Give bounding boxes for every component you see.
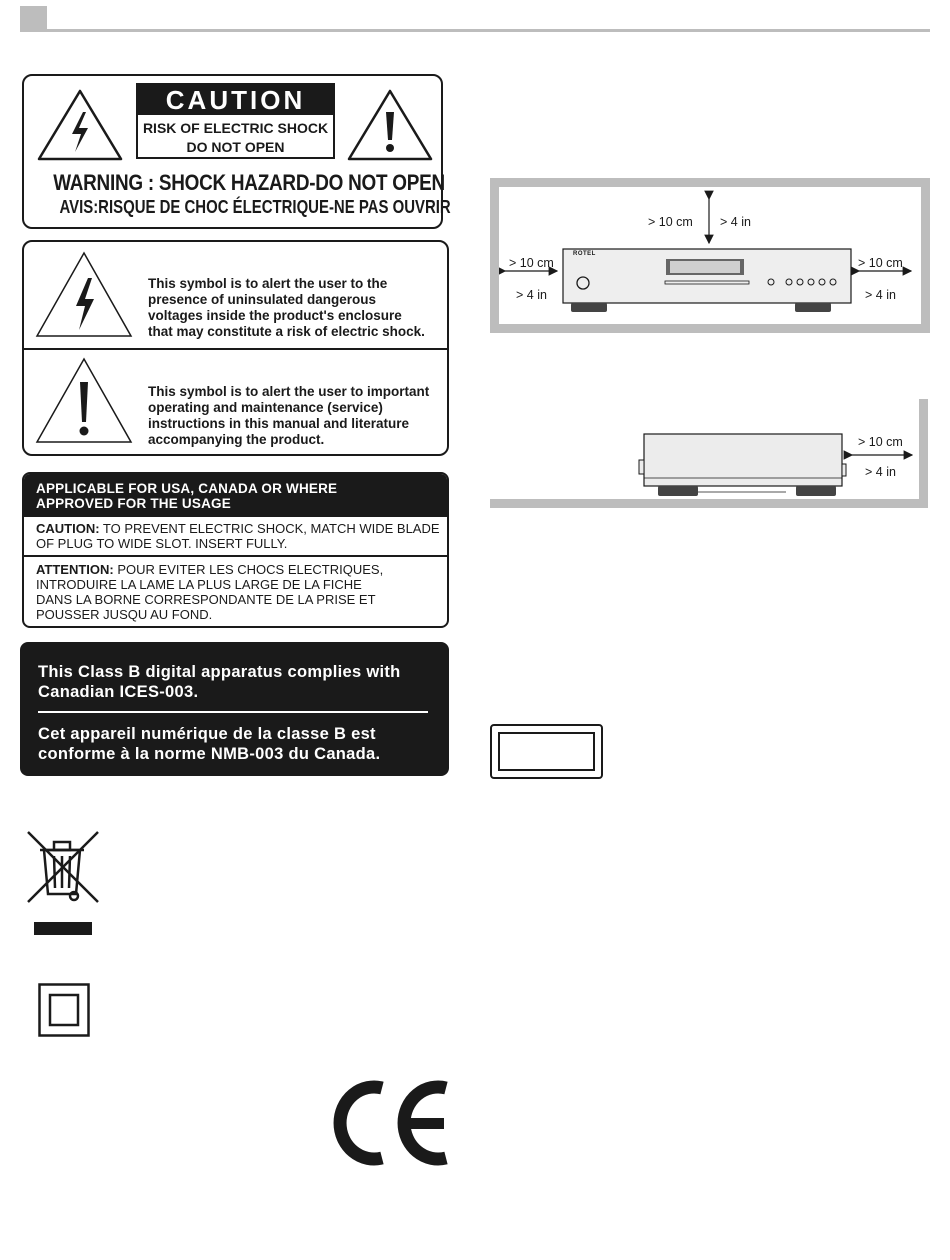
symbol-exclamation-text — [148, 384, 443, 448]
warning-english: WARNING : SHOCK HAZARD-DO NOT OPEN — [53, 170, 445, 195]
top-clearance-in: > 4 in — [720, 215, 751, 229]
applicable-divider — [24, 555, 447, 557]
ce-mark-icon — [330, 1078, 452, 1168]
caution-plug-text — [36, 521, 449, 551]
lightning-triangle-icon — [34, 250, 134, 340]
laser-class-label-icon — [490, 724, 603, 779]
text-line: instructions in this manual and literature — [148, 416, 410, 431]
text-line: operating and maintenance (service) — [148, 400, 383, 415]
text-line: INTRODUIRE LA LAME LA PLUS LARGE DE LA FICHE — [36, 577, 362, 592]
text-line: conforme à la norme NMB-003 du Canada. — [38, 745, 381, 763]
left-clearance-in: > 4 in — [516, 288, 547, 302]
caution-subtitle-line1: RISK OF ELECTRIC SHOCK — [142, 120, 329, 136]
text-line: that may constitute a risk of electric shock. — [148, 324, 425, 339]
double-insulation-icon — [38, 983, 90, 1037]
attention-plug-text — [36, 562, 449, 622]
header-square — [20, 6, 47, 32]
text-line: presence of uninsulated dangerous — [148, 292, 377, 307]
attention-label: ATTENTION: — [36, 562, 114, 577]
side-clearance-cm: > 10 cm — [858, 435, 903, 449]
symbol-lightning-text — [148, 276, 443, 340]
header-rule — [47, 29, 930, 32]
heading-line: APPLICABLE FOR USA, CANADA OR WHERE — [36, 481, 338, 496]
caution-subtitle — [138, 119, 333, 157]
class-b-compliance-box — [20, 642, 449, 776]
lightning-triangle-icon — [36, 88, 124, 162]
text-line: accompanying the product. — [148, 432, 325, 447]
left-clearance-cm: > 10 cm — [509, 256, 554, 270]
exclamation-triangle-icon — [34, 356, 134, 446]
applicable-usa-canada-box — [22, 472, 449, 628]
text-line: TO PREVENT ELECTRIC SHOCK, MATCH WIDE BLADE — [99, 521, 440, 536]
heading-line: APPROVED FOR THE USAGE — [36, 496, 231, 511]
device-brand-label: ROTEL — [573, 251, 596, 257]
top-clearance-cm: > 10 cm — [648, 215, 693, 229]
caution-label: CAUTION: — [36, 521, 100, 536]
side-floor — [490, 499, 928, 508]
warning-french: AVIS:RISQUE DE CHOC ÉLECTRIQUE-NE PAS OUVRIR — [59, 197, 451, 217]
text-line: POUR EVITER LES CHOCS ELECTRIQUES, — [113, 562, 384, 577]
text-line: This symbol is to alert the user to the — [148, 276, 388, 291]
weee-crossed-bin-icon — [26, 830, 102, 938]
class-b-english — [38, 662, 401, 702]
side-wall — [919, 399, 928, 507]
exclamation-triangle-icon — [346, 88, 434, 162]
symbol-divider — [24, 348, 447, 350]
text-line: Cet appareil numérique de la classe B est — [38, 725, 376, 743]
text-line: voltages inside the product's enclosure — [148, 308, 402, 323]
class-b-divider — [38, 711, 428, 713]
text-line: This Class B digital apparatus complies with — [38, 663, 401, 681]
right-clearance-cm: > 10 cm — [858, 256, 903, 270]
caution-subtitle-line2: DO NOT OPEN — [186, 139, 285, 155]
text-line: DANS LA BORNE CORRESPONDANTE DE LA PRISE ET — [36, 592, 376, 607]
caution-title: CAUTION — [138, 85, 333, 115]
side-clearance-in: > 4 in — [865, 465, 896, 479]
right-clearance-in: > 4 in — [865, 288, 896, 302]
applicable-heading — [24, 474, 447, 517]
laser-label-inner-frame — [498, 732, 595, 771]
text-line: OF PLUG TO WIDE SLOT. INSERT FULLY. — [36, 536, 288, 551]
text-line: This symbol is to alert the user to important — [148, 384, 430, 399]
caution-center-panel — [136, 83, 335, 159]
text-line: Canadian ICES-003. — [38, 683, 199, 701]
text-line: POUSSER JUSQU AU FOND. — [36, 607, 213, 622]
class-b-french — [38, 724, 380, 764]
